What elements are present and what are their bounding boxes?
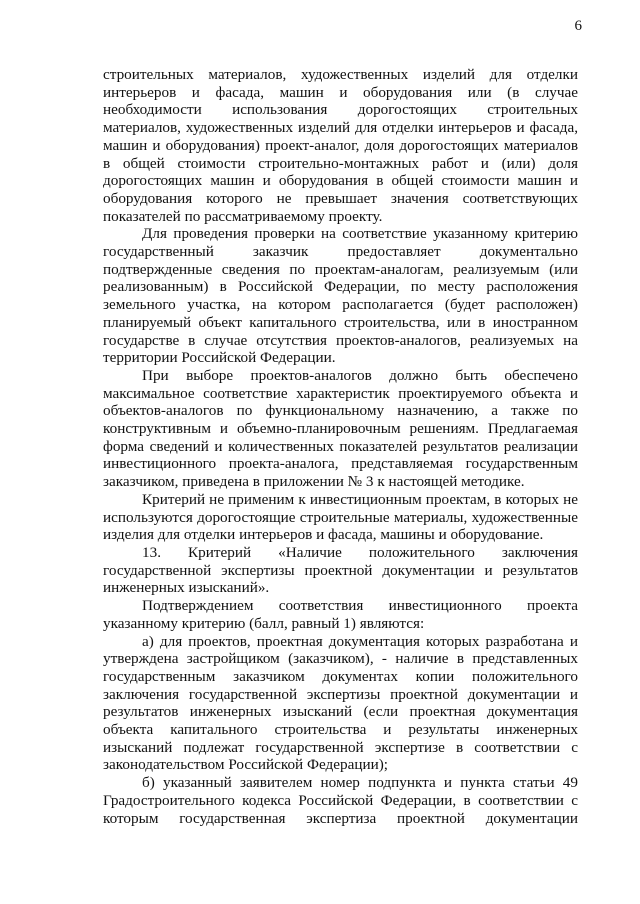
paragraph-item-a: а) для проектов, проектная документация которых разработана и утверждена застройщиком (заказчиком), - наличие в представленных государственным заказчиком документах копии положительного заключения государственной экспертизы проектной документации и результатов инженерных изысканий (если проектная документация объекта капитального строительства и результаты инженерных изысканий подлежат государственной экспертизе в соответствии с законодательством Российской Федерации);	[103, 632, 578, 774]
paragraph-confirmation: Подтверждением соответствия инвестиционного проекта указанному критерию (балл, равный 1) являются:	[103, 597, 578, 632]
paragraph-analog-selection: При выборе проектов-аналогов должно быть обеспечено максимальное соответствие характеристик проектируемого объекта и объектов-аналогов по функциональному назначению, а также по конструктивным и объемно-планировочным решениям. Предлагаемая форма сведений и количественных показателей результатов реализации инвестиционного проекта-аналога, представляемая государственным заказчиком, приведена в приложении № 3 к настоящей методике.	[103, 366, 578, 491]
paragraph-criterion-13: 13. Критерий «Наличие положительного заключения государственной экспертизы проектной документации и результатов инженерных изысканий».	[103, 543, 578, 597]
paragraph-continuation: строительных материалов, художественных изделий для отделки интерьеров и фасада, машин и оборудования или (в случае необходимости использования дорогостоящих строительных материалов, художественных изделий для отделки интерьеров и фасада, машин и оборудования) проект-аналог, доля дорогостоящих материалов в общей стоимости строительно-монтажных работ и (или) доля дорогостоящих машин и оборудования в общей стоимости машин и оборудования которого не превышает значения соответствующих показателей по рассматриваемому проекту.	[103, 66, 578, 225]
paragraph-verification: Для проведения проверки на соответствие указанному критерию государственный заказчик предоставляет документально подтвержденные сведения по проектам-аналогам, реализуемым (или реализованным) в Российской Федерации, по месту расположения земельного участка, на котором располагается (будет расположен) планируемый объект капитального строительства, или в иностранном государстве в случае отсутствия проектов-аналогов, реализуемых на территории Российской Федерации.	[103, 225, 578, 367]
page-number: 6	[574, 18, 582, 34]
paragraph-criterion-exception: Критерий не применим к инвестиционным проектам, в которых не используются дорогостоящие строительные материалы, художественные изделия для отделки интерьеров и фасада, машины и оборудование.	[103, 490, 578, 544]
paragraph-item-b: б) указанный заявителем номер подпункта и пункта статьи 49 Градостроительного кодекса Российской Федерации, в соответствии с которым государственная экспертиза проектной документации	[103, 774, 578, 827]
body-text	[103, 66, 578, 827]
